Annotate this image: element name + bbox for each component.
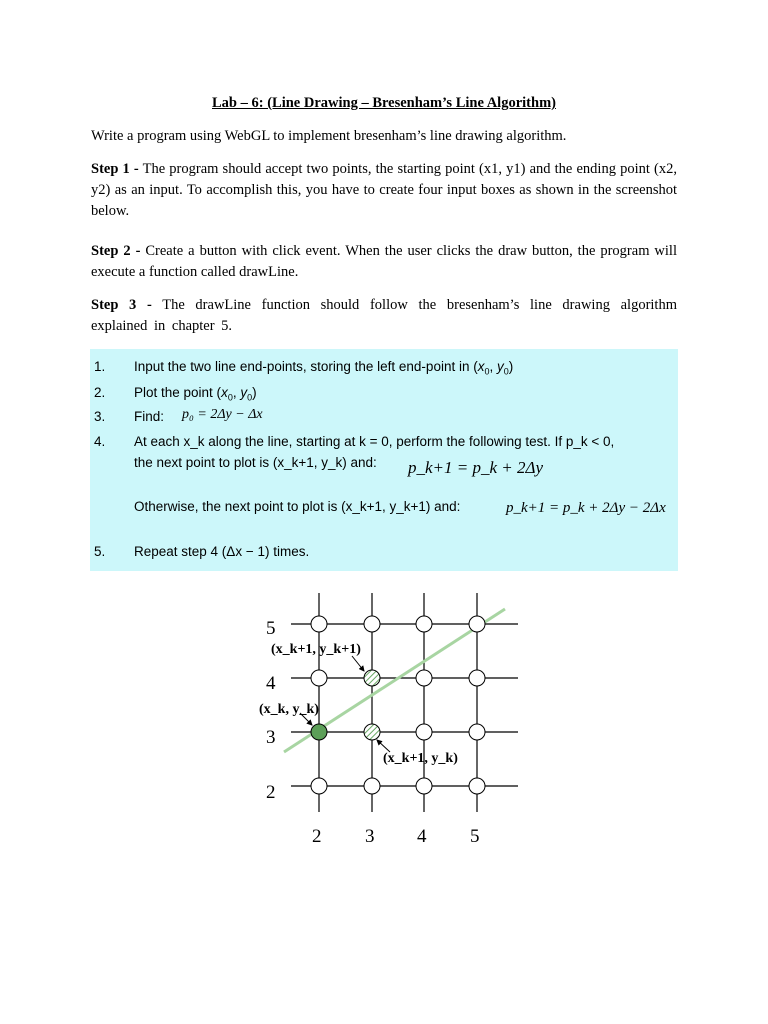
y-tick-label: 4 [266, 673, 276, 694]
grid-point [311, 616, 327, 632]
grid-point [469, 778, 485, 794]
grid-point [311, 778, 327, 794]
lab-title: Lab – 6: (Line Drawing – Bresenham’s Line Algorithm) [212, 95, 556, 111]
step-3-label: Step 3 - [91, 297, 152, 313]
upper-candidate-label: (x_k+1, y_k+1) [271, 642, 361, 657]
intro-paragraph: Write a program using WebGL to implement bresenham’s line drawing algorithm. [91, 128, 567, 144]
current-point-label: (x_k, y_k) [259, 702, 319, 717]
algorithm-box: 1. Input the two line end-points, storing the left end-point in ($x_0$, $y_0$) 2. Plot the point ($x_0$, $y_0$) 3. Find: p₀ = 2Δy − Δx 4. At each x_k along the line, starting at k = 0, perform the following test. If p_k < 0, the next point to plot is (x_k+1, y_k) and: p_k+1 = p_k + 2Δy Otherwise, the next point to plot is (x_k+1, y_k+1) and: p_k+1 = p_k + 2Δy − 2Δx 5. Repeat step 4 (Δx − 1) times. [90, 349, 678, 571]
y-tick-label: 2 [266, 782, 276, 803]
step-3-text: The drawLine function should follow the bresenham’s line drawing algorithm explained in chapter 5. [91, 297, 677, 334]
grid-point [364, 616, 380, 632]
current-point [311, 724, 327, 740]
y-tick-label: 3 [266, 727, 276, 748]
step-2-label: Step 2 - [91, 243, 141, 259]
y-tick-label: 5 [266, 618, 276, 639]
grid-point [416, 670, 432, 686]
candidate-point-lower [364, 724, 380, 740]
decision-formula-1: p_k+1 = p_k + 2Δy [408, 458, 544, 477]
grid-point [364, 778, 380, 794]
grid-point [416, 616, 432, 632]
x-tick-label: 2 [312, 826, 322, 847]
grid-point [469, 616, 485, 632]
decision-formula-2: p_k+1 = p_k + 2Δy − 2Δx [506, 500, 666, 516]
grid-point [416, 778, 432, 794]
step-1-label: Step 1 - [91, 161, 139, 177]
step-1-text: The program should accept two points, the starting point (x1, y1) and the ending point (x2, y2) as an input. To accomplish this, you have to create four input boxes as shown in the screenshot below. [91, 161, 677, 219]
x-tick-label: 3 [365, 826, 375, 847]
grid-point [469, 670, 485, 686]
candidate-point-upper [364, 670, 380, 686]
x-tick-label: 4 [417, 826, 427, 847]
step-2-text: Create a button with click event. When the user clicks the draw button, the program will execute a function called drawLine. [91, 243, 677, 280]
initial-decision-formula: p₀ = 2Δy − Δx [182, 407, 263, 422]
grid-point [469, 724, 485, 740]
lower-candidate-label: (x_k+1, y_k) [383, 751, 458, 766]
grid-point [311, 670, 327, 686]
x-tick-label: 5 [470, 826, 480, 847]
grid-point [416, 724, 432, 740]
